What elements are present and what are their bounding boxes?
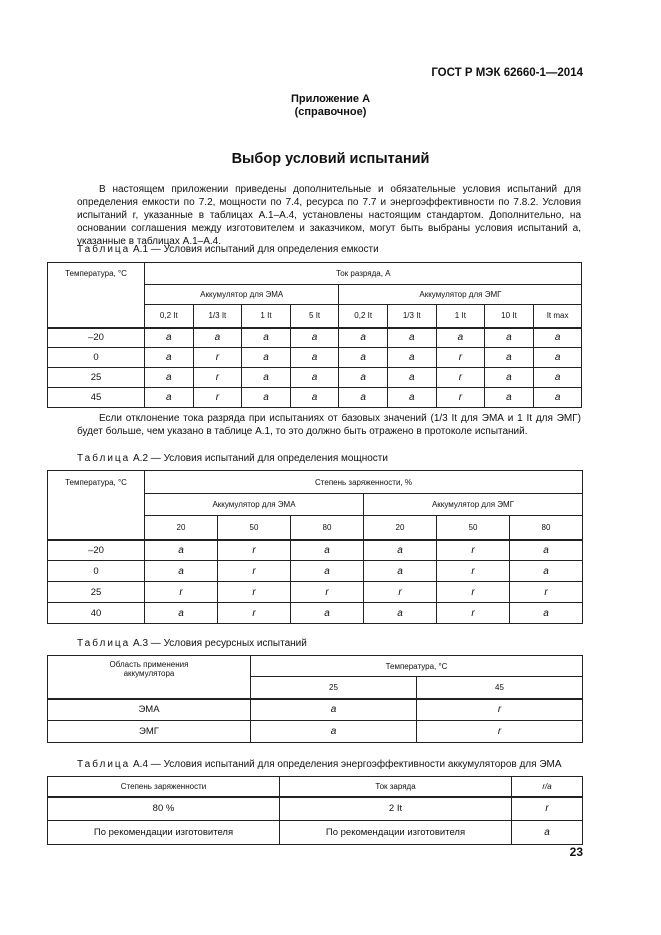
- table-a2-caption-word: Таблица: [77, 453, 131, 464]
- table-a2-group-ema: Аккумулятор для ЭМА: [145, 494, 364, 516]
- annex-type: (справочное): [294, 106, 367, 118]
- table-a2-subheader: 50: [437, 516, 510, 540]
- table-a2-value-cell: a: [145, 540, 218, 561]
- table-a2-temp-cell: 40: [48, 603, 145, 624]
- table-row: [48, 540, 583, 561]
- table-a4-caption-text: А.4 — Условия испытаний для определения энергоэффективности аккумуляторов для ЭМА: [133, 759, 562, 770]
- table-a2-value-cell: a: [364, 561, 437, 582]
- table-a2-value-cell: a: [364, 540, 437, 561]
- table-a1-value-cell: a: [290, 328, 339, 348]
- table-a2-group-emg: Аккумулятор для ЭМГ: [364, 494, 583, 516]
- table-a2-value-cell: r: [145, 582, 218, 603]
- table-a2-value-cell: r: [364, 582, 437, 603]
- table-a2-value-cell: a: [510, 603, 583, 624]
- table-a2-value-cell: r: [437, 561, 510, 582]
- table-a2-value-cell: r: [437, 603, 510, 624]
- table-a2-temp-cell: 0: [48, 561, 145, 582]
- table-a2: [47, 470, 583, 624]
- table-row: [48, 821, 583, 845]
- table-a1-value-cell: r: [436, 348, 485, 368]
- table-a1-value-cell: a: [145, 328, 194, 348]
- table-a1-temp-cell: 0: [48, 348, 145, 368]
- table-a1-value-cell: a: [533, 368, 582, 388]
- table-a4-ra-header: r/a: [512, 777, 583, 797]
- table-a1-subheader: 0,2 It: [339, 305, 388, 328]
- table-a3-value-cell: r: [417, 721, 583, 743]
- table-row: [48, 328, 582, 348]
- table-a2-value-cell: r: [437, 540, 510, 561]
- table-a3-area-cell: ЭМГ: [48, 721, 251, 743]
- table-row: [48, 348, 582, 368]
- table-a1-value-cell: a: [533, 328, 582, 348]
- table-a1-value-cell: a: [242, 368, 291, 388]
- table-a1-value-cell: a: [485, 328, 534, 348]
- table-row: [48, 603, 583, 624]
- table-a2-value-cell: a: [364, 603, 437, 624]
- table-a1-value-cell: a: [339, 328, 388, 348]
- table-a4-ra-cell: r: [512, 797, 583, 821]
- table-a1-temp-header: Температура, °С: [48, 263, 145, 328]
- table-a2-soc-header: Степень заряженности, %: [145, 471, 583, 494]
- table-row: [48, 582, 583, 603]
- document-code-header: ГОСТ Р МЭК 62660-1—2014: [431, 67, 583, 79]
- table-a2-temp-header: Температура, °С: [48, 471, 145, 540]
- table-a1-temp-cell: 45: [48, 388, 145, 408]
- table-a2-value-cell: a: [291, 540, 364, 561]
- table-a4-ra-cell: a: [512, 821, 583, 845]
- table-a1-value-cell: a: [533, 388, 582, 408]
- table-a1-temp-cell: –20: [48, 328, 145, 348]
- table-a3-subheader: 25: [251, 677, 417, 699]
- table-a1-subheader: 1 It: [436, 305, 485, 328]
- table-a1-value-cell: a: [387, 348, 436, 368]
- table-a1-value-cell: r: [436, 388, 485, 408]
- table-a2-value-cell: a: [145, 603, 218, 624]
- table-a1-value-cell: r: [193, 368, 242, 388]
- table-a4-soc-cell: По рекомендации изготовителя: [48, 821, 280, 845]
- table-a2-subheader: 20: [145, 516, 218, 540]
- table-a4-current-cell: По рекомендации изготовителя: [280, 821, 512, 845]
- table-row: [48, 388, 582, 408]
- table-a1-value-cell: a: [485, 368, 534, 388]
- table-a3-value-cell: a: [251, 721, 417, 743]
- table-a1-subheader: 10 It: [485, 305, 534, 328]
- table-a1-value-cell: a: [387, 368, 436, 388]
- table-a4-caption-word: Таблица: [77, 759, 131, 770]
- table-a1-value-cell: a: [387, 388, 436, 408]
- table-a2-value-cell: a: [291, 561, 364, 582]
- table-a1-value-cell: a: [193, 328, 242, 348]
- table-a4-soc-cell: 80 %: [48, 797, 280, 821]
- table-a1-value-cell: a: [533, 348, 582, 368]
- table-a4-soc-header: Степень заряженности: [48, 777, 280, 797]
- table-a3-value-cell: r: [417, 699, 583, 721]
- intro-text: В настоящем приложении приведены дополнительные и обязательные условия испытаний для определения емкости по 7.2, мощности по 7.4, ресурса по 7.7 и энергоэффективности по 7.8.2. Условия испытаний r, указанные в таблицах А.1–А.4, установлены настоящим стандартом. Дополнительно, на основании соглашения между изготовителем и заказчиком, могут быть выбраны условия испытаний a, указанные в таблицах А.1–А.4.: [77, 184, 581, 247]
- table-a2-temp-cell: 25: [48, 582, 145, 603]
- deviation-paragraph: [77, 412, 581, 438]
- table-a1: [47, 262, 582, 408]
- table-a1-value-cell: a: [242, 388, 291, 408]
- table-a1-temp-cell: 25: [48, 368, 145, 388]
- table-a1-value-cell: a: [290, 368, 339, 388]
- table-a1-current-header: Ток разряда, А: [145, 263, 582, 285]
- table-a3-area-header: Область применения аккумулятора: [48, 656, 251, 699]
- table-a3-caption-text: А.3 — Условия ресурсных испытаний: [133, 638, 307, 649]
- table-a1-value-cell: a: [339, 348, 388, 368]
- table-a4: [47, 776, 583, 845]
- table-a2-subheader: 80: [291, 516, 364, 540]
- table-a2-temp-cell: –20: [48, 540, 145, 561]
- table-a1-value-cell: a: [339, 368, 388, 388]
- table-a4-caption: [77, 759, 562, 770]
- table-a1-value-cell: a: [242, 328, 291, 348]
- table-a2-value-cell: r: [218, 603, 291, 624]
- table-row: [48, 721, 583, 743]
- table-a1-value-cell: a: [145, 368, 194, 388]
- table-a2-caption-text: А.2 — Условия испытаний для определения мощности: [133, 453, 388, 464]
- intro-paragraph: [77, 183, 581, 248]
- table-a1-value-cell: a: [485, 388, 534, 408]
- table-a1-value-cell: a: [387, 328, 436, 348]
- table-a3-caption-word: Таблица: [77, 638, 131, 649]
- table-a2-value-cell: r: [218, 582, 291, 603]
- table-a2-value-cell: r: [218, 561, 291, 582]
- table-a3-caption: [77, 638, 307, 649]
- table-a1-caption-word: Таблица: [77, 244, 131, 255]
- table-row: [48, 797, 583, 821]
- table-a1-value-cell: a: [145, 388, 194, 408]
- table-a1-value-cell: r: [193, 388, 242, 408]
- table-a2-value-cell: a: [510, 561, 583, 582]
- table-a1-value-cell: r: [436, 368, 485, 388]
- table-a1-subheader: It max: [533, 305, 582, 328]
- table-a3: [47, 655, 583, 743]
- table-a1-subheader: 1/3 It: [387, 305, 436, 328]
- deviation-text: Если отклонение тока разряда при испытаниях от базовых значений (1/3 It для ЭМА и 1 It для ЭМГ) будет больше, чем указано в таблице А.1, то это должно быть отражено в протоколе испытаний.: [77, 413, 581, 437]
- table-a2-value-cell: a: [291, 603, 364, 624]
- table-a2-value-cell: r: [437, 582, 510, 603]
- table-a4-current-cell: 2 It: [280, 797, 512, 821]
- table-a4-current-header: Ток заряда: [280, 777, 512, 797]
- annex-label: Приложение А: [290, 93, 371, 105]
- table-a1-group-ema: Аккумулятор для ЭМА: [145, 285, 339, 305]
- table-a1-value-cell: a: [436, 328, 485, 348]
- table-a1-value-cell: a: [339, 388, 388, 408]
- table-a1-value-cell: r: [193, 348, 242, 368]
- table-a3-subheader: 45: [417, 677, 583, 699]
- table-a2-subheader: 80: [510, 516, 583, 540]
- table-a1-group-emg: Аккумулятор для ЭМГ: [339, 285, 582, 305]
- table-row: [48, 561, 583, 582]
- table-a2-value-cell: r: [218, 540, 291, 561]
- table-a1-subheader: 5 It: [290, 305, 339, 328]
- table-a1-value-cell: a: [485, 348, 534, 368]
- table-a1-value-cell: a: [242, 348, 291, 368]
- table-a3-temp-header: Температура, °С: [251, 656, 583, 677]
- table-a3-value-cell: a: [251, 699, 417, 721]
- table-a1-value-cell: a: [290, 388, 339, 408]
- table-a1-subheader: 0,2 It: [145, 305, 194, 328]
- table-a1-value-cell: a: [290, 348, 339, 368]
- table-a2-value-cell: r: [510, 582, 583, 603]
- table-a2-subheader: 20: [364, 516, 437, 540]
- table-a2-caption: [77, 453, 388, 464]
- table-a2-value-cell: a: [510, 540, 583, 561]
- table-a1-caption: [77, 244, 379, 255]
- table-a1-caption-text: А.1 — Условия испытаний для определения емкости: [133, 244, 379, 255]
- table-a1-subheader: 1/3 It: [193, 305, 242, 328]
- page-number: 23: [569, 845, 583, 859]
- section-title: Выбор условий испытаний: [231, 151, 430, 167]
- table-row: [48, 368, 582, 388]
- table-a1-subheader: 1 It: [242, 305, 291, 328]
- table-a2-subheader: 50: [218, 516, 291, 540]
- table-a2-value-cell: r: [291, 582, 364, 603]
- table-a1-value-cell: a: [145, 348, 194, 368]
- table-row: [48, 699, 583, 721]
- table-a2-value-cell: a: [145, 561, 218, 582]
- table-a3-area-cell: ЭМА: [48, 699, 251, 721]
